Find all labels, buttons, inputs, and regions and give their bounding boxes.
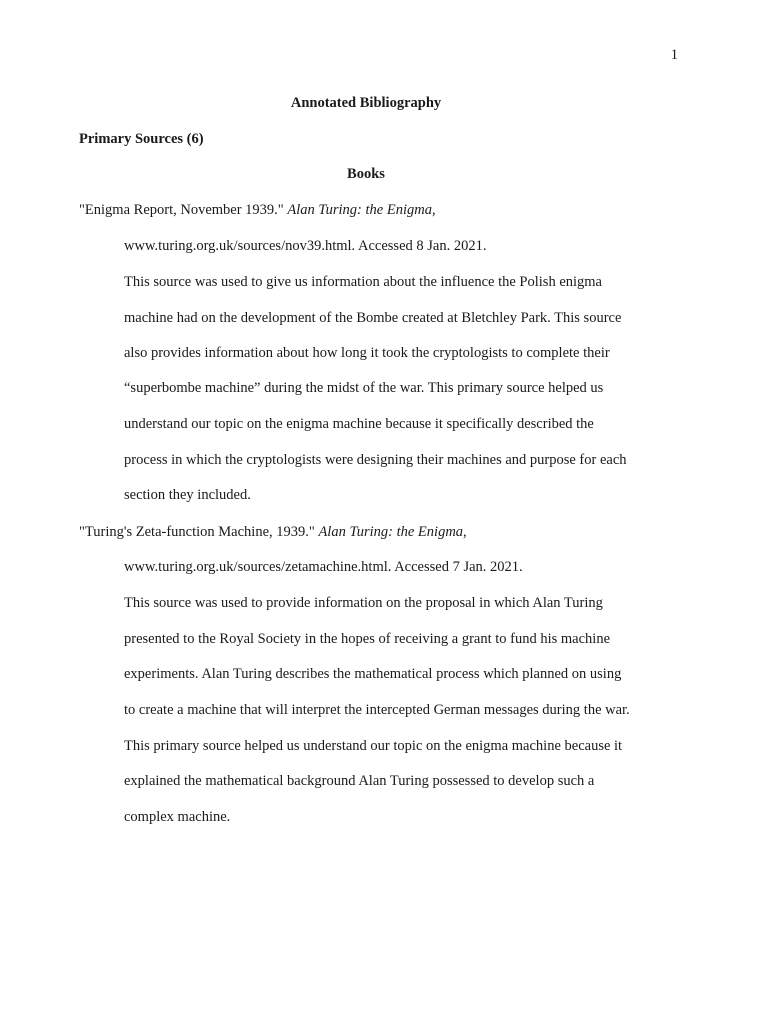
section-heading: Primary Sources (6) [79,131,204,147]
annotation-2-line: presented to the Royal Society in the hopes of receiving a grant to fund his machine [124,631,611,647]
annotation-2-line: experiments. Alan Turing describes the mathematical process which planned on using [124,666,622,682]
annotation-1-line: “superbombe machine” during the midst of the war. This primary source helped us [124,380,604,396]
citation-1-suffix: , [431,202,436,218]
citation-1-source: Alan Turing: the Enigma [287,202,432,218]
annotation-2-line: to create a machine that will interpret the intercepted German messages during the war. [124,702,630,718]
annotation-1-line: understand our topic on the enigma machine because it specifically described the [124,416,594,432]
citation-2-title: "Turing's Zeta-function Machine, 1939." [79,524,319,540]
annotation-1-line: machine had on the development of the Bombe created at Bletchley Park. This source [124,310,622,326]
document-title: Annotated Bibliography [290,95,442,111]
page-number: 1 [670,47,678,63]
subsection-heading: Books [347,166,385,182]
annotation-1-line: This source was used to give us information about the influence the Polish enigma [124,274,602,290]
annotation-2-line: explained the mathematical background Alan Turing possessed to develop such a [124,773,595,789]
citation-2-url: www.turing.org.uk/sources/zetamachine.html. Accessed 7 Jan. 2021. [124,559,523,575]
annotation-2-line: This primary source helped us understand our topic on the enigma machine because it [124,738,623,754]
citation-2-suffix: , [463,524,467,540]
citation-1-title: "Enigma Report, November 1939." [79,202,288,218]
citation-2 [79,522,467,542]
citation-1-url: www.turing.org.uk/sources/nov39.html. Accessed 8 Jan. 2021. [124,238,487,254]
annotation-1-line: section they included. [124,487,251,503]
annotation-1-line: process in which the cryptologists were designing their machines and purpose for each [124,452,627,468]
annotation-1-line: also provides information about how long it took the cryptologists to complete their [124,345,610,361]
citation-2-source: Alan Turing: the Enigma [318,524,464,540]
citation-1 [79,200,436,220]
annotation-2-line: complex machine. [124,809,231,825]
annotation-2-line: This source was used to provide information on the proposal in which Alan Turing [124,595,603,611]
